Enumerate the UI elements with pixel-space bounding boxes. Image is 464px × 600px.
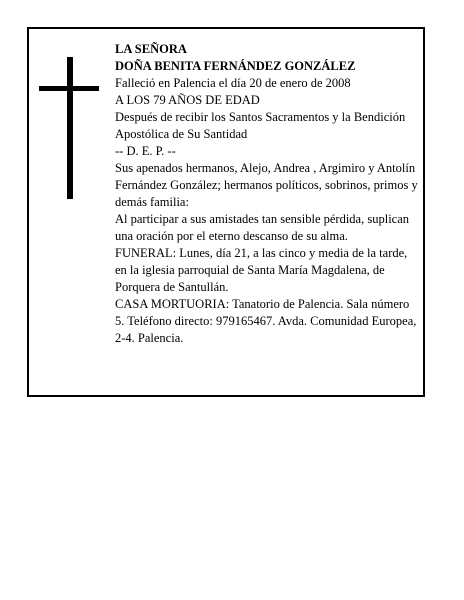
funeral-home-line: CASA MORTUORIA: Tanatorio de Palencia. Sala número 5. Teléfono directo: 979165467. Avda. Comunidad Europea, 2-4. Palencia. bbox=[115, 297, 417, 345]
obituary-text bbox=[115, 41, 421, 347]
title-line-1: LA SEÑORA bbox=[115, 42, 187, 56]
age-line: A LOS 79 AÑOS DE EDAD bbox=[115, 93, 260, 107]
cross-vertical-bar bbox=[67, 57, 73, 199]
obituary-notice bbox=[27, 27, 425, 397]
funeral-line: FUNERAL: Lunes, día 21, a las cinco y media de la tarde, en la iglesia parroquial de Santa María Magdalena, de Porquera de Santullán. bbox=[115, 246, 408, 294]
rip-line: -- D. E. P. -- bbox=[115, 144, 176, 158]
deceased-name: DOÑA BENITA FERNÁNDEZ GONZÁLEZ bbox=[115, 59, 356, 73]
cross-horizontal-bar bbox=[39, 86, 99, 91]
sacraments-line: Después de recibir los Santos Sacramentos y la Bendición Apostólica de Su Santidad bbox=[115, 110, 406, 141]
prayer-line: Al participar a sus amistades tan sensible pérdida, suplican una oración por el eterno descanso de su alma. bbox=[115, 212, 410, 243]
death-date: Falleció en Palencia el día 20 de enero de 2008 bbox=[115, 76, 351, 90]
family-line: Sus apenados hermanos, Alejo, Andrea , Argimiro y Antolín Fernández González; hermanos políticos, sobrinos, primos y demás familia: bbox=[115, 161, 418, 209]
